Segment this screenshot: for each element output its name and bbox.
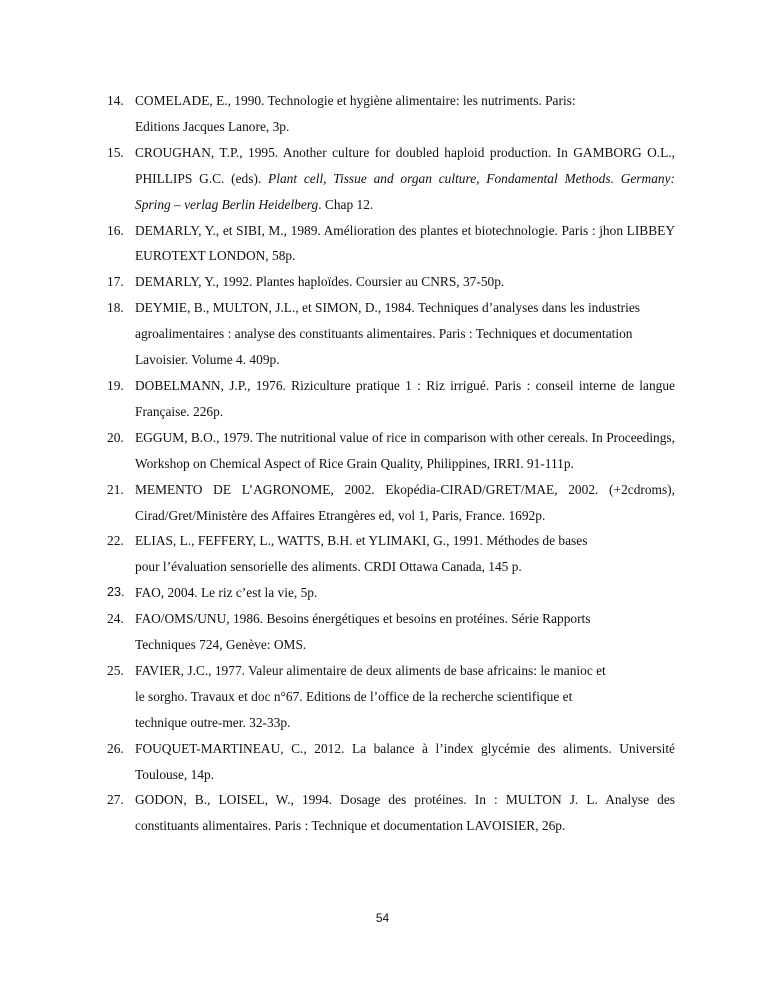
reference-number: 17. — [107, 274, 124, 290]
reference-text: DEMARLY, Y., et SIBI, M., 1989. Amélioration des plantes et biotechnologie. Paris : jhon LIBBEY EUROTEXT LONDON, 58p. — [135, 222, 675, 264]
reference-item-19 — [107, 373, 675, 425]
reference-item-23 — [107, 580, 675, 606]
reference-item-21 — [107, 477, 675, 529]
reference-item-17 — [107, 269, 675, 295]
reference-text: FAVIER, J.C., 1977. Valeur alimentaire de deux aliments de base africains: le manioc et — [135, 662, 606, 678]
reference-text — [135, 140, 675, 218]
reference-number: 25. — [107, 662, 124, 678]
reference-text-continued: Editions Jacques Lanore, 3p. — [135, 118, 290, 134]
reference-text: FOUQUET-MARTINEAU, C., 2012. La balance à l’index glycémie des aliments. Université Toulouse, 14p. — [135, 740, 675, 782]
reference-text-continued: technique outre-mer. 32-33p. — [135, 714, 291, 730]
reference-number: 21. — [107, 481, 124, 497]
reference-item-24 — [107, 606, 675, 658]
reference-text: DEMARLY, Y., 1992. Plantes haploïdes. Coursier au CNRS, 37-50p. — [135, 274, 505, 290]
reference-text: COMELADE, E., 1990. Technologie et hygiène alimentaire: les nutriments. Paris: — [135, 93, 576, 108]
reference-number: 18. — [107, 300, 124, 316]
reference-number: 19. — [107, 377, 124, 393]
reference-item-22 — [107, 528, 675, 580]
reference-number: 16. — [107, 222, 124, 238]
reference-number: 24. — [107, 611, 124, 627]
reference-number: 15. — [107, 144, 124, 160]
reference-text: FAO, 2004. Le riz c’est la vie, 5p. — [135, 585, 318, 601]
reference-text: FAO/OMS/UNU, 1986. Besoins énergétiques et besoins en protéines. Série Rapports — [135, 611, 591, 627]
reference-item-15 — [107, 140, 675, 218]
reference-number: 20. — [107, 429, 124, 445]
reference-text: DEYMIE, B., MULTON, J.L., et SIMON, D., 1984. Techniques d’analyses dans les industries agroalimentaires : analyse des constituants alimentaires. Paris : Techniques et documentation Lavoisier. Volume 4. 409p. — [135, 300, 641, 368]
reference-item-14 — [107, 88, 675, 140]
reference-item-25 — [107, 658, 675, 736]
reference-text-continued: le sorgho. Travaux et doc n°67. Editions de l’office de la recherche scientifique et — [135, 688, 573, 704]
reference-item-20 — [107, 425, 675, 477]
page-number: 54 — [375, 911, 390, 925]
reference-text-plain: CROUGHAN, T.P., 1995. Another culture for doubled haploid production. In GAMBORG O.L., PHILLIPS G.C. (eds). — [135, 144, 675, 186]
reference-number: 22. — [107, 533, 124, 549]
reference-text: DOBELMANN, J.P., 1976. Riziculture pratique 1 : Riz irrigué. Paris : conseil interne de langue Française. 226p. — [135, 377, 675, 419]
reference-list — [107, 88, 675, 839]
reference-number: 27. — [107, 792, 124, 808]
reference-number: 14. — [107, 93, 124, 108]
reference-text: GODON, B., LOISEL, W., 1994. Dosage des protéines. In : MULTON J. L. Analyse des constituants alimentaires. Paris : Technique et documentation LAVOISIER, 26p. — [135, 792, 675, 834]
reference-title-italic: Plant cell, Tissue and organ culture, Fondamental Methods. Germany: Spring – verlag Berlin Heidelberg — [135, 170, 675, 212]
reference-text-continued: pour l’évaluation sensorielle des aliments. CRDI Ottawa Canada, 145 p. — [135, 559, 522, 575]
reference-number: 26. — [107, 740, 124, 756]
reference-text: EGGUM, B.O., 1979. The nutritional value of rice in comparison with other cereals. In Proceedings, Workshop on Chemical Aspect of Rice Grain Quality, Philippines, IRRI. 91-111p. — [135, 429, 675, 471]
reference-item-26 — [107, 736, 675, 788]
reference-item-27 — [107, 787, 675, 839]
reference-text: ELIAS, L., FEFFERY, L., WATTS, B.H. et YLIMAKI, G., 1991. Méthodes de bases — [135, 533, 588, 549]
reference-item-16 — [107, 218, 675, 270]
reference-text-continued: Techniques 724, Genève: OMS. — [135, 637, 307, 653]
reference-item-18 — [107, 295, 675, 373]
reference-text-end: . Chap 12. — [318, 196, 374, 212]
reference-text: MEMENTO DE L’AGRONOME, 2002. Ekopédia-CIRAD/GRET/MAE, 2002. (+2cdroms), Cirad/Gret/Ministère des Affaires Etrangères ed, vol 1, Paris, France. 1692p. — [135, 481, 675, 523]
reference-number: 23. — [107, 585, 125, 600]
